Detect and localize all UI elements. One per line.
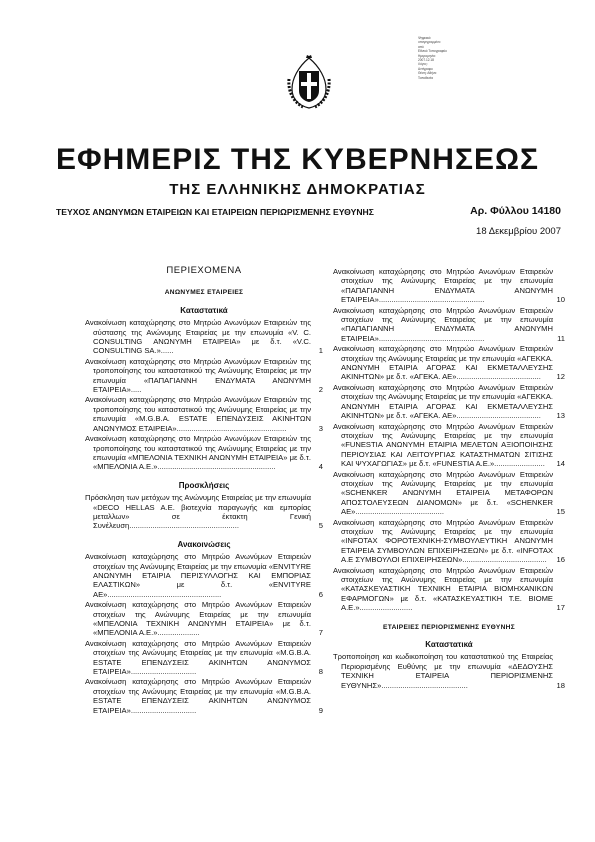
toc-entry-text: Ανακοίνωση καταχώρησης στο Μητρώο Ανωνύμων Εταιρειών στοιχείων της Ανώνυμης Εταιρείας με την επωνυμία «ΑΓΕΚΚΑ. ΑΝΩΝΥΜΗ ΕΤΑΙΡΙΑ ΑΓΟΡΑΣ ΚΑΙ ΕΚΜΕΤΑΛΛΕΥΣΗΣ ΑΚΙΝΗΤΩΝ» με δ.τ. «ΑΓΕΚΑ. ΑΕ»........................................ [333, 344, 553, 382]
gazette-title: ΕΦΗΜΕΡΙΣ ΤΗΣ ΚΥΒΕΡΝΗΣΕΩΣ [55, 143, 540, 176]
toc-page-number: 2 [318, 385, 323, 395]
toc-entry-text: Ανακοίνωση καταχώρησης στο Μητρώο Ανωνύμων Εταιρειών στοιχείων της Ανώνυμης Εταιρείας με την επωνυμία «ΑΓΕΚΚΑ. ΑΝΩΝΥΜΗ ΕΤΑΙΡΙΑ ΑΓΟΡΑΣ ΚΑΙ ΕΚΜΕΤΑΛΛΕΥΣΗΣ ΑΚΙΝΗΤΩΝ» με δ.τ. «ΑΓΕΚΑ. ΑΕ»........................................ [333, 382, 553, 421]
toc-entry[interactable] [333, 470, 565, 517]
toc-entry[interactable] [85, 434, 323, 472]
toc-entry[interactable] [333, 383, 565, 421]
toc-entry-text: Τροποποίηση και κωδικοποίηση του καταστατικού της Εταιρείας Περιορισμένης Ευθύνης με την επωνυμία «ΔΕΔΟΥΣΗΣ ΤΕΧΝΙΚΗ ΕΤΑΙΡΕΙΑ ΠΕΡΙΟΡΙΣΜΕΝΗΣ ΕΥΘΥΝΗΣ»......................................... [333, 652, 553, 690]
toc-page-number: 17 [556, 603, 565, 613]
toc-entry[interactable] [85, 677, 323, 715]
toc-entry[interactable] [333, 518, 565, 565]
toc-entry-text: Ανακοίνωση καταχώρησης στο Μητρώο Ανωνύμων Εταιρειών στοιχείων της Ανώνυμης Εταιρείας με την επωνυμία «INFOTAX ΦΟΡΟΤΕΧΝΙΚΗ-ΣΥΜΒΟΥΛΕΥΤΙΚΗ ΑΝΩΝΥΜΗ ΕΤΑΙΡΕΙΑ ΣΥΜΒΟΥΛΩΝ ΕΠΙΧΕΙΡΗΣΕΩΝ» με δ.τ. «INFOTAX A.E ΣΥΜΒΟΥΛΟΙ ΕΠΙΧΕΙΡΗΣΕΩΝ»........................................ [333, 517, 553, 565]
signature-line: Ημερομηνία: [418, 53, 436, 58]
toc-page-number: 14 [556, 459, 565, 469]
signature-line: Αντίγραφο [418, 66, 433, 71]
toc-page-number: 1 [318, 346, 323, 356]
toc-entry-text: Ανακοίνωση καταχώρησης στο Μητρώο Ανωνύμων Εταιρειών της τροποποίησης του καταστατικού της Ανώνυμης Εταιρείας με την επωνυμία «M.G.B.A. ESTATE ΕΠΕΝΔΥΣΕΙΣ ΑΚΙΝΗΤΩΝ ΑΝΩΝΥΜΟΣ ΕΤΑΙΡΕΙΑ».................................................... [85, 395, 311, 433]
toc-entry[interactable] [333, 344, 565, 382]
toc-entry[interactable] [85, 357, 323, 395]
toc-entry-text: Ανακοίνωση καταχώρησης στο Μητρώο Ανωνύμων Εταιρειών στοιχείων της Ανώνυμης Εταιρείας με την επωνυμία «M.G.B.A. ESTATE ΕΠΕΝΔΥΣΕΙΣ ΑΚΙΝΗΤΩΝ ΑΝΩΝΥΜΟΣ ΕΤΑΙΡΕΙΑ»............................... [85, 638, 311, 677]
toc-entry[interactable] [85, 552, 323, 599]
signature-line: Θέση: Αθήνα [418, 71, 437, 76]
toc-entry-text: Ανακοίνωση καταχώρησης στο Μητρώο Ανωνύμων Εταιρειών στοιχείων της Ανώνυμης Εταιρείας με την επωνυμία «M.G.B.A. ESTATE ΕΠΕΝΔΥΣΕΙΣ ΑΚΙΝΗΤΩΝ ΑΝΩΝΥΜΟΣ ΕΤΑΙΡΕΙΑ»............................... [85, 677, 311, 715]
toc-page-number: 11 [557, 333, 565, 343]
issue-date: 18 Δεκεμβρίου 2007 [476, 226, 561, 237]
signature-line: Ψηφιακά [418, 36, 431, 40]
signature-line: Εθνικό Τυπογραφείο [418, 49, 447, 54]
toc-entry-text: Ανακοίνωση καταχώρησης στο Μητρώο Ανωνύμων Εταιρειών στοιχείων της Ανώνυμης Εταιρείας με την επωνυμία «ΠΑΠΑΓΙΑΝΝΗ ΕΝΔΥΜΑΤΑ ΑΝΩΝΥΜΗ ΕΤΑΙΡΕΙΑ».................................................. [333, 267, 553, 305]
category-heading-katastatika-epe: Καταστατικά [425, 640, 473, 650]
signature-line: από [418, 44, 424, 49]
toc-page-number: 13 [556, 411, 565, 421]
contents-right-column [333, 267, 565, 691]
category-heading-proskliseis: Προσκλήσεις [178, 480, 230, 490]
toc-page-number: 9 [318, 705, 323, 715]
toc-entry[interactable] [333, 566, 565, 613]
digital-signature-stamp [418, 36, 478, 80]
toc-page-number: 15 [556, 507, 565, 517]
toc-page-number: 7 [318, 628, 323, 638]
signature-line: Τοποθεσία [418, 75, 433, 80]
toc-page-number: 18 [556, 680, 565, 690]
toc-entry[interactable] [333, 652, 565, 690]
toc-page-number: 4 [318, 462, 323, 472]
signature-line: υπογεγραμμένο [418, 40, 441, 45]
toc-entry-text: Πρόσκληση των μετόχων της Ανώνυμης Εταιρείας με την επωνυμία «DECO HELLAS A.E. βιοτεχνία παραγωγής και εμπορίας μεταλλων» σε έκτακτη Γενική Συνέλευση.................................................... [85, 493, 311, 531]
toc-entry-text: Ανακοίνωση καταχώρησης στο Μητρώο Ανωνύμων Εταιρειών της τροποποίησης του καταστατικού της Ανώνυμης Εταιρείας με την επωνυμία «ΠΑΠΑΓΙΑΝΝΗ ΕΝΔΥΜΑΤΑ ΑΝΩΝΥΜΗ ΕΤΑΙΡΕΙΑ»..... [85, 356, 311, 395]
section-heading-epe: ΕΤΑΙΡΕΙΕΣ ΠΕΡΙΟΡΙΣΜΕΝΗΣ ΕΥΘΥΝΗΣ [383, 623, 515, 631]
section-heading-sa: ΑΝΩΝΥΜΕΣ ΕΤΑΙΡΕΙΕΣ [164, 289, 244, 297]
toc-entry-text: Ανακοίνωση καταχώρησης στο Μητρώο Ανωνύμων Εταιρειών στοιχείων της Ανώνυμης Εταιρείας με την επωνυμία «ΜΠΕΛΟΝΙΑ ΤΕΧΝΙΚΗ ΑΝΩΝΥΜΗ ΕΤΑΙΡΕΙΑ» με δ.τ. «ΜΠΕΛΟΝΙΑ Α.Ε.».................... [85, 600, 311, 638]
toc-entry[interactable] [85, 493, 323, 531]
toc-page-number: 10 [556, 295, 565, 305]
greek-coat-of-arms-icon [283, 53, 335, 109]
toc-entry-text: Ανακοίνωση καταχώρησης στο Μητρώο Ανωνύμων Εταιρειών στοιχείων της Ανώνυμης Εταιρείας με την επωνυμία «ΠΑΠΑΓΙΑΝΝΗ ΕΝΔΥΜΑΤΑ ΑΝΩΝΥΜΗ ΕΤΑΙΡΕΙΑ».................................................. [333, 305, 553, 343]
toc-entry[interactable] [333, 306, 565, 344]
toc-entry[interactable] [85, 639, 323, 677]
category-heading-katastatika: Καταστατικά [180, 305, 228, 315]
contents-left-column [85, 266, 323, 716]
toc-entry-text: Ανακοίνωση καταχώρησης στο Μητρώο Ανωνύμων Εταιρειών της σύστασης της Ανώνυμης Εταιρείας με την επωνυμία «V. C. CONSULTING ΑΝΩΝΥΜΗ ΕΤΑΙΡΕΙΑ» με δ.τ. «V.C. CONSULTING SA.»...... [85, 318, 311, 356]
toc-entry-text: Ανακοίνωση καταχώρησης στο Μητρώο Ανωνύμων Εταιρειών στοιχείων της Ανώνυμης Εταιρείας με την επωνυμία «FUNESTIA ΑΝΩΝΥΜΗ ΕΤΑΙΡΙΑ ΜΕΛΕΤΩΝ ΑΞΙΟΠΟΙΗΣΗΣ ΠΕΡΙΟΥΣΙΑΣ ΚΑΙ ΛΕΙΤΟΥΡΓΙΑΣ ΚΑΤΑΣΤΗΜΑΤΩΝ ΣΙΤΙΣΗΣ ΚΑΙ ΨΥΧΑΓΩΓΙΑΣ» με δ.τ. «FUNESTIA A.E.»........................ [333, 421, 553, 469]
signature-line: 2007.12.18 [418, 58, 434, 63]
toc-entry-text: Ανακοίνωση καταχώρησης στο Μητρώο Ανωνύμων Εταιρειών της τροποποίησης του καταστατικού της Ανώνυμης Εταιρείας με την επωνυμία «ΜΠΕΛΟΝΙΑ ΤΕΧΝΙΚΗ ΑΝΩΝΥΜΗ ΕΤΑΙΡΕΙΑ» με δ.τ. «ΜΠΕΛΟΝΙΑ Α.Ε.»........................................................ [85, 434, 311, 472]
category-heading-anakoinoseis: Ανακοινώσεις [177, 539, 231, 549]
contents-heading: ΠΕΡΙΕΧΟΜΕΝΑ [166, 265, 242, 276]
signature-line: Λόγος: [418, 62, 428, 67]
toc-page-number: 3 [318, 423, 323, 433]
toc-page-number: 8 [318, 667, 323, 677]
toc-page-number: 12 [556, 372, 565, 382]
toc-entry-text: Ανακοίνωση καταχώρησης στο Μητρώο Ανωνύμων Εταιρειών στοιχείων της Ανώνυμης Εταιρείας με την επωνυμία «SCHENKER ΑΝΩΝΥΜΗ ΕΤΑΙΡΕΙΑ ΜΕΤΑΦΟΡΩΝ ΑΠΟΣΤΟΛΕΥΣΕΩΝ ΔΙΑΝΟΜΩΝ» με δ.τ. «SCHENKER AE».......................................... [333, 469, 553, 517]
toc-page-number: 5 [318, 521, 323, 531]
toc-entry-text: Ανακοίνωση καταχώρησης στο Μητρώο Ανωνύμων Εταιρειών στοιχείων της Ανώνυμης Εταιρείας με την επωνυμία «ENVITYRE ΑΝΩΝΥΜΗ ΕΤΑΙΡΙΑ ΠΕΡΙΣΥΛΛΟΓΗΣ ΚΑΙ ΕΜΠΟΡΙΑΣ ΕΛΑΣΤΙΚΩΝ» με δ.τ. «ENVITYRE AE»...................................................... [85, 552, 311, 599]
toc-page-number: 6 [318, 589, 323, 599]
toc-entry[interactable] [85, 318, 323, 356]
sheet-number: Αρ. Φύλλου 14180 [470, 205, 561, 217]
toc-entry[interactable] [333, 422, 565, 469]
toc-entry[interactable] [333, 267, 565, 305]
issue-type: ΤΕΥΧΟΣ ΑΝΩΝΥΜΩΝ ΕΤΑΙΡΕΙΩΝ ΚΑΙ ΕΤΑΙΡΕΙΩΝ ΠΕΡΙΩΡΙΣΜΕΝΗΣ ΕΥΘΥΝΗΣ [56, 207, 374, 217]
toc-page-number: 16 [556, 555, 565, 565]
toc-entry[interactable] [85, 600, 323, 638]
toc-entry-text: Ανακοίνωση καταχώρησης στο Μητρώο Ανωνύμων Εταιρειών στοιχείων της Ανώνυμης Εταιρείας με την επωνυμία «ΚΑΤΑΣΚΕΥΑΣΤΙΚΗ ΤΕΧΝΙΚΗ ΕΤΑΙΡΙΑ ΒΙΟΜΗΧΑΝΙΚΩΝ ΕΦΑΡΜΟΓΩΝ» με δ.τ. «ΚΑΤΑΣΚΕΥΑΣΤΙΚΗ Τ.Ε. ΒΙΟΜΕ Α.Ε.»......................... [333, 565, 553, 613]
gazette-subtitle: ΤΗΣ ΕΛΛΗΝΙΚΗΣ ΔΗΜΟΚΡΑΤΙΑΣ [169, 181, 426, 198]
toc-entry[interactable] [85, 395, 323, 433]
